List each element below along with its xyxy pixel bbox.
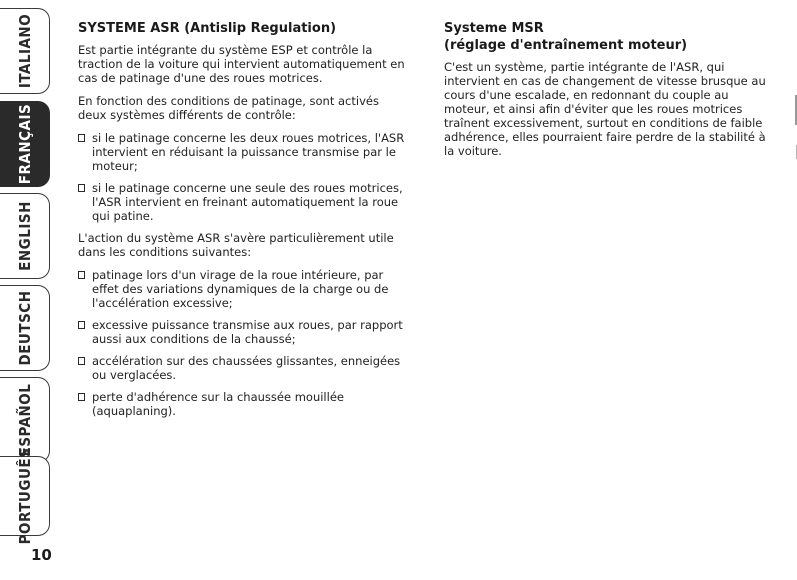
asr-intro-paragraph: Est partie intégrante du système ESP et contrôle la traction de la voiture qui intervient automatiquement en cas de patinage d'une des roues motrices.	[78, 43, 405, 85]
asr-heading: SYSTEME ASR (Antislip Regulation)	[78, 21, 337, 36]
asr-conditions-paragraph: En fonction des conditions de patinage, sont activés deux systèmes différents de contrôle:	[78, 94, 379, 122]
list-item-text: si le patinage concerne une seule des roues motrices, l'ASR intervient en freinant automatiquement la roue qui patine.	[92, 181, 403, 223]
list-item-text: patinage lors d'un virage de la roue intérieure, par effet des variations dynamiques de la charge ou de l'accélération excessive;	[92, 268, 389, 310]
msr-heading-title: Systeme MSR	[444, 21, 544, 36]
list-item-text: accélération sur des chaussées glissantes, enneigées ou verglacées.	[92, 354, 401, 382]
tab-portugues-label: PORTUGUÊS	[15, 447, 34, 545]
left-column	[78, 20, 408, 426]
checkbox-bullet-icon	[78, 271, 85, 279]
checkbox-bullet-icon	[78, 184, 85, 192]
list-item-text: excessive puissance transmise aux roues, par rapport aussi aux conditions de la chaussé;	[92, 318, 403, 346]
checkbox-bullet-icon	[78, 357, 85, 365]
tab-francais[interactable]	[0, 101, 50, 187]
list-item	[78, 390, 408, 418]
list-item-text: perte d'adhérence sur la chaussée mouillée (aquaplaning).	[92, 390, 344, 418]
list-item-text: si le patinage concerne les deux roues motrices, l'ASR intervient en réduisant la puissance transmise par le moteur;	[92, 131, 405, 173]
tab-deutsch[interactable]	[0, 285, 50, 371]
tab-francais-label: FRANÇAIS	[15, 103, 34, 185]
checkbox-bullet-icon	[78, 134, 85, 142]
page-number: 10	[31, 546, 52, 564]
list-item	[78, 318, 408, 346]
asr-usage-paragraph: L'action du système ASR s'avère particulièrement utile dans les conditions suivantes:	[78, 231, 394, 259]
list-item	[78, 181, 408, 223]
tab-italiano[interactable]	[0, 8, 50, 94]
checkbox-bullet-icon	[78, 393, 85, 401]
list-item	[78, 268, 408, 310]
tab-italiano-label: ITALIANO	[15, 13, 34, 89]
tab-portugues[interactable]	[0, 447, 50, 545]
list-item	[78, 131, 408, 173]
tab-english[interactable]	[0, 193, 50, 279]
right-column	[444, 20, 774, 167]
tab-english-label: ENGLISH	[15, 201, 34, 271]
tab-espanol-label: ESPAÑOL	[15, 383, 34, 457]
list-item	[78, 354, 408, 382]
msr-heading	[444, 20, 774, 54]
msr-heading-subtitle: (réglage d'entraînement moteur)	[444, 38, 688, 53]
language-tab-rail	[0, 0, 56, 545]
checkbox-bullet-icon	[78, 321, 85, 329]
msr-body-paragraph: C'est un système, partie intégrante de l'ASR, qui intervient en cas de changement de vitesse brusque au cours d'une escalade, en redonnant du couple au moteur, et ainsi afin d'éviter que les roues motrices traînent excessivement, surtout en conditions de faible adhérence, elles pourraient faire perdre de la stabilité à la voiture.	[444, 60, 766, 158]
tab-deutsch-label: DEUTSCH	[15, 290, 34, 366]
